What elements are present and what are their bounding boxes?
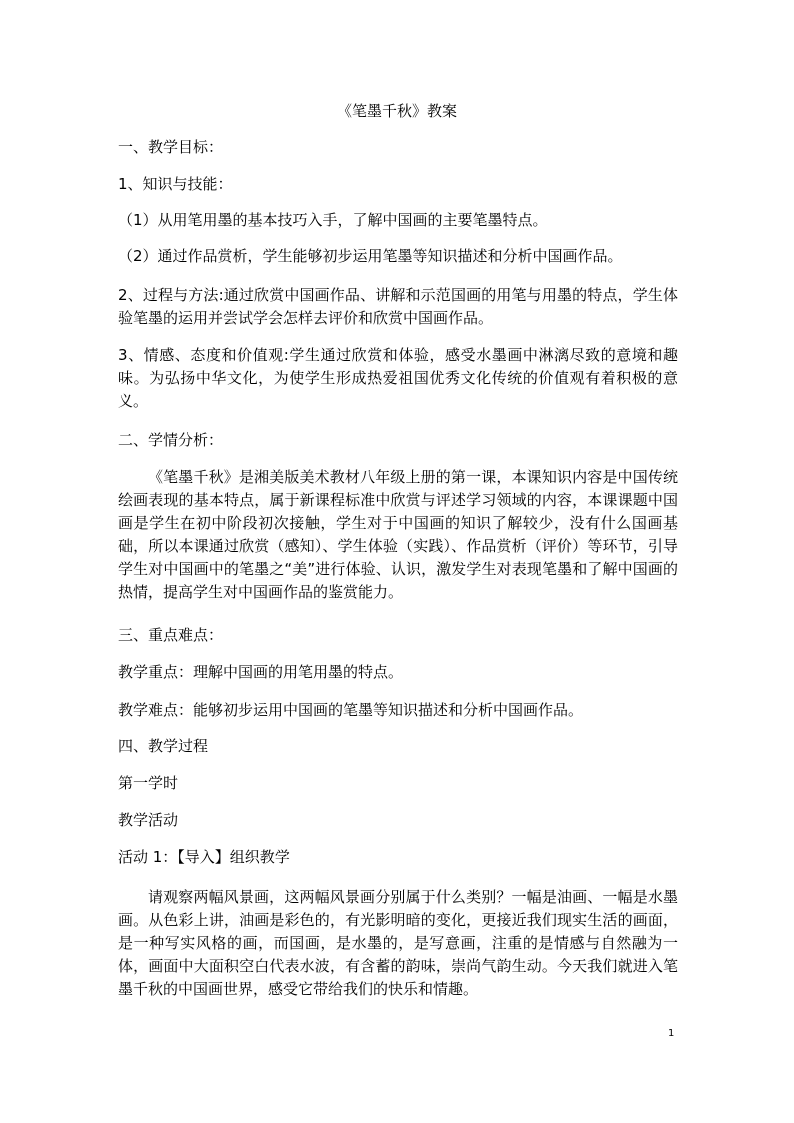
heading-objectives: 一、教学目标：	[118, 138, 224, 156]
knowledge-item-2: （2）通过作品赏析，学生能够初步运用笔墨等知识描述和分析中国画作品。	[118, 247, 623, 265]
emotion-values-paragraph: 3、情感、态度和价值观:学生通过欣赏和体验，感受水墨画中淋漓尽致的意境和趣味。为弘扬中华文化，为使学生形成热爱祖国优秀文化传统的价值观有着积极的意义。	[118, 346, 678, 410]
difficult-point: 教学难点：能够初步运用中国画的笔墨等知识描述和分析中国画作品。	[118, 701, 584, 719]
key-point: 教学重点：理解中国画的用笔用墨的特点。	[118, 663, 404, 681]
heading-process: 四、教学过程	[118, 737, 209, 755]
process-method-paragraph: 2、过程与方法:通过欣赏中国画作品、讲解和示范国画的用笔与用墨的特点，学生体验笔墨的运用并尝试学会怎样去评价和欣赏中国画作品。	[118, 286, 678, 327]
document-title: 《笔墨千秋》教案	[336, 102, 457, 120]
heading-knowledge-skill: 1、知识与技能：	[118, 175, 233, 193]
first-period: 第一学时	[118, 774, 179, 792]
activity-1-heading: 活动 1：【导入】组织教学	[118, 848, 290, 866]
analysis-paragraph: 《笔墨千秋》是湘美版美术教材八年级上册的第一课，本课知识内容是中国传统绘画表现的基本特点，属于新课程标准中欣赏与评述学习领域的内容，本课课题中国画是学生在初中阶段初次接触，学生对于中国画的知识了解较少，没有什么国画基础，所以本课通过欣赏（感知）、学生体验（实践）、作品赏析（评价）等环节，引导学生对中国画中的笔墨之“美”进行体验、认识，激发学生对表现笔墨和了解中国画的热情，提高学生对中国画作品的鉴赏能力。	[118, 468, 678, 601]
teaching-activity: 教学活动	[118, 811, 179, 829]
heading-key-points: 三、重点难点：	[118, 626, 224, 644]
intro-paragraph: 请观察两幅风景画，这两幅风景画分别属于什么类别？一幅是油画、一幅是水墨画。从色彩上讲，油画是彩色的，有光影明暗的变化，更接近我们现实生活的画面，是一种写实风格的画，而国画，是水墨的，是写意画，注重的是情感与自然融为一体，画面中大面积空白代表水波，有含蓄的韵味，崇尚气韵生动。今天我们就进入笔墨千秋的中国画世界，感受它带给我们的快乐和情趣。	[118, 888, 678, 998]
page-number: 1	[668, 1028, 675, 1039]
knowledge-item-1: （1）从用笔用墨的基本技巧入手，了解中国画的主要笔墨特点。	[118, 211, 548, 229]
heading-analysis: 二、学情分析：	[118, 431, 224, 449]
